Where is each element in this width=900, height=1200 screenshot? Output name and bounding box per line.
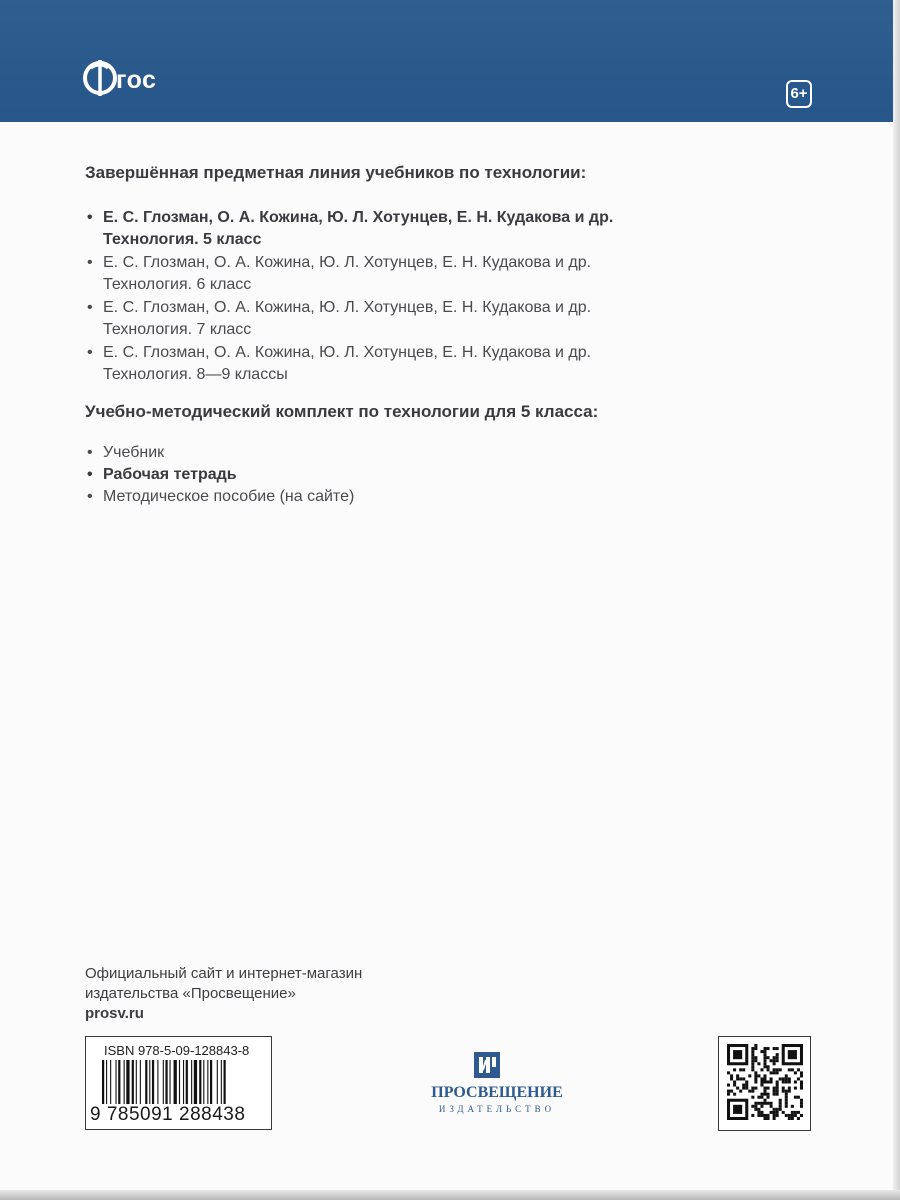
book-title: Технология. 8—9 классы	[103, 366, 288, 383]
isbn-label: ISBN 978-5-09-128843-8	[104, 1043, 250, 1058]
series-book-list	[85, 207, 613, 387]
kit-heading: Учебно-методический комплект по технологии для 5 класса:	[85, 402, 599, 421]
list-item	[85, 342, 613, 386]
book-title: Технология. 7 класс	[103, 321, 252, 338]
barcode-digits: 9 785091 288438	[90, 1104, 246, 1125]
age-rating-badge: 6+	[786, 80, 812, 108]
book-title: Технология. 6 класс	[103, 276, 252, 293]
list-item: • Учебник	[85, 442, 354, 464]
publisher-link[interactable]: prosv.ru	[85, 1005, 144, 1022]
book-authors: • Е. С. Глозман, О. А. Кожина, Ю. Л. Хотунцев, Е. Н. Кудакова и др.	[103, 209, 614, 226]
publisher-subtitle: ИЗДАТЕЛЬСТВО	[438, 1104, 556, 1114]
qr-code-icon	[727, 1044, 803, 1120]
prosveshchenie-logo-icon	[470, 1048, 504, 1082]
barcode-graphic	[102, 1060, 262, 1106]
fgos-logo-text: гос	[116, 66, 157, 94]
list-item	[85, 252, 613, 296]
list-item: • Рабочая тетрадь	[85, 464, 354, 486]
page-bottom-shadow	[0, 1190, 900, 1200]
page-edge-shadow	[893, 0, 900, 1200]
kit-list	[85, 442, 354, 508]
footer-line: Официальный сайт и интернет-магазин	[85, 965, 363, 982]
footer-info	[85, 964, 362, 1024]
book-title: Технология. 5 класс	[103, 231, 262, 248]
book-authors: • Е. С. Глозман, О. А. Кожина, Ю. Л. Хотунцев, Е. Н. Кудакова и др.	[103, 344, 592, 361]
list-item	[85, 297, 613, 341]
list-item	[85, 207, 613, 251]
list-item: • Методическое пособие (на сайте)	[85, 486, 354, 508]
book-authors: • Е. С. Глозман, О. А. Кожина, Ю. Л. Хотунцев, Е. Н. Кудакова и др.	[103, 299, 592, 316]
footer-line: издательства «Просвещение»	[85, 985, 296, 1002]
publisher-name: ПРОСВЕЩЕНИЕ	[431, 1084, 563, 1101]
series-heading: Завершённая предметная линия учебников по технологии:	[85, 163, 587, 182]
header-band	[0, 0, 900, 122]
book-authors: • Е. С. Глозман, О. А. Кожина, Ю. Л. Хотунцев, Е. Н. Кудакова и др.	[103, 254, 592, 271]
